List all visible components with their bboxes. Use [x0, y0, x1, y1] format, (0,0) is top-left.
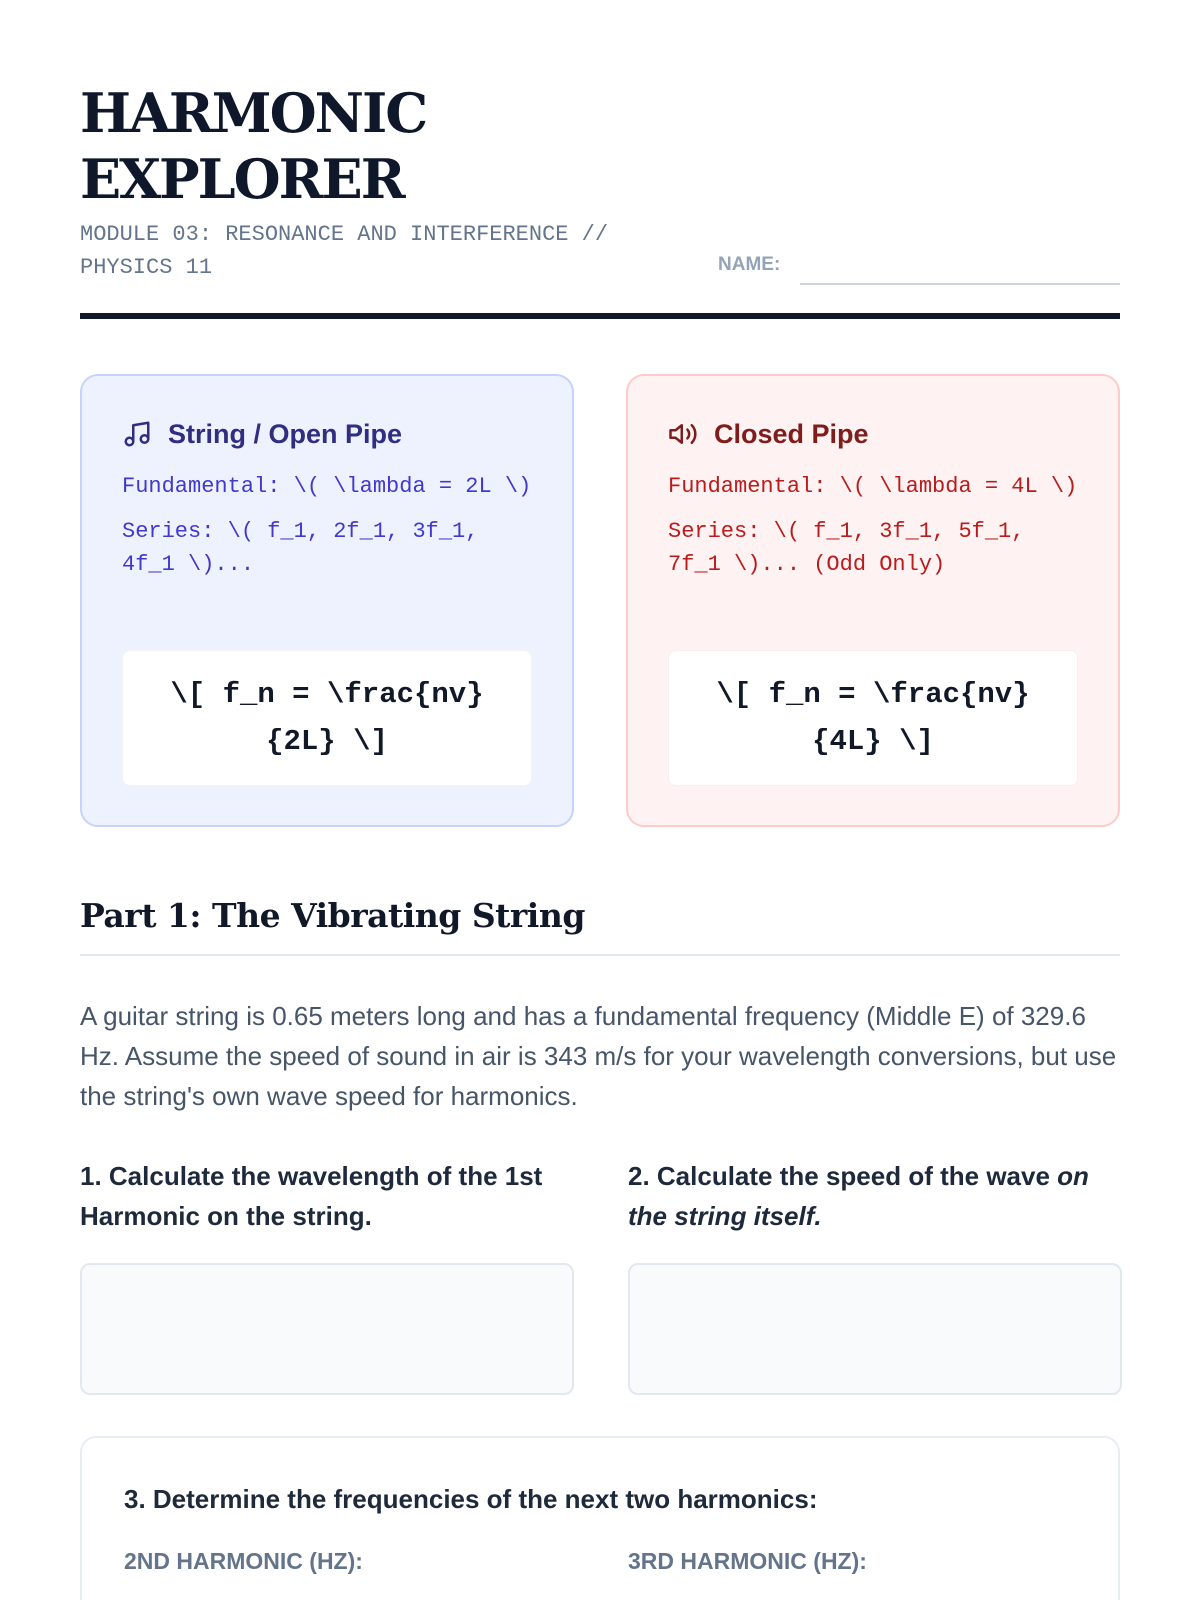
problem-intro: A guitar string is 0.65 meters long and has a fundamental frequency (Middle E) of 329.6 Hz. Assume the speed of sound in air is 343 m/s for your wavelength conversions, but use the string's own wave speed for harmonics.	[80, 1001, 1117, 1111]
card-title: String / Open Pipe	[168, 418, 403, 449]
part-divider	[80, 954, 1120, 956]
name-field[interactable]	[800, 283, 1120, 285]
question-2	[628, 1156, 1122, 1236]
question-3-panel	[80, 1436, 1120, 1600]
answer-box-1[interactable]	[80, 1263, 574, 1395]
formula-box: \[ f_n = \frac{nv}{2L} \]	[122, 650, 532, 786]
name-label: NAME:	[718, 254, 781, 275]
fundamental-text: Fundamental: \( \lambda = 2L \)	[122, 474, 532, 499]
closed-pipe-card	[626, 374, 1120, 827]
module-line-1: MODULE 03: RESONANCE AND INTERFERENCE //	[80, 222, 609, 247]
speaker-icon	[668, 419, 698, 449]
card-header	[122, 416, 532, 452]
module-subtitle	[80, 218, 680, 284]
header-divider	[80, 313, 1120, 319]
series-text: Series: \( f_1, 3f_1, 5f_1, 7f_1 \)... (Odd Only)	[668, 519, 1025, 577]
title-line-2: EXPLORER	[80, 147, 404, 211]
formula-box: \[ f_n = \frac{nv}{4L} \]	[668, 650, 1078, 786]
fundamental-text: Fundamental: \( \lambda = 4L \)	[668, 474, 1078, 499]
page-title	[80, 80, 426, 212]
question-2-suffix: .	[814, 1201, 822, 1231]
series-text: Series: \( f_1, 2f_1, 3f_1, 4f_1 \)...	[122, 519, 479, 577]
question-3: 3. Determine the frequencies of the next two harmonics:	[124, 1484, 818, 1514]
string-open-pipe-card	[80, 374, 574, 827]
3rd-harmonic-label: 3RD HARMONIC (HZ):	[628, 1548, 867, 1574]
part-1-heading: Part 1: The Vibrating String	[80, 896, 585, 935]
question-2-emphasis: on the string itself	[628, 1161, 1089, 1231]
question-2-prefix: 2. Calculate the speed of the wave	[628, 1161, 1058, 1191]
card-header	[668, 416, 1078, 452]
title-line-1: HARMONIC	[80, 81, 427, 145]
answer-box-2[interactable]	[628, 1263, 1122, 1395]
module-line-2: PHYSICS 11	[80, 255, 213, 280]
music-note-icon	[122, 419, 152, 449]
2nd-harmonic-label: 2ND HARMONIC (HZ):	[124, 1548, 363, 1574]
question-1: 1. Calculate the wavelength of the 1st Harmonic on the string.	[80, 1161, 543, 1231]
card-title: Closed Pipe	[714, 418, 869, 449]
